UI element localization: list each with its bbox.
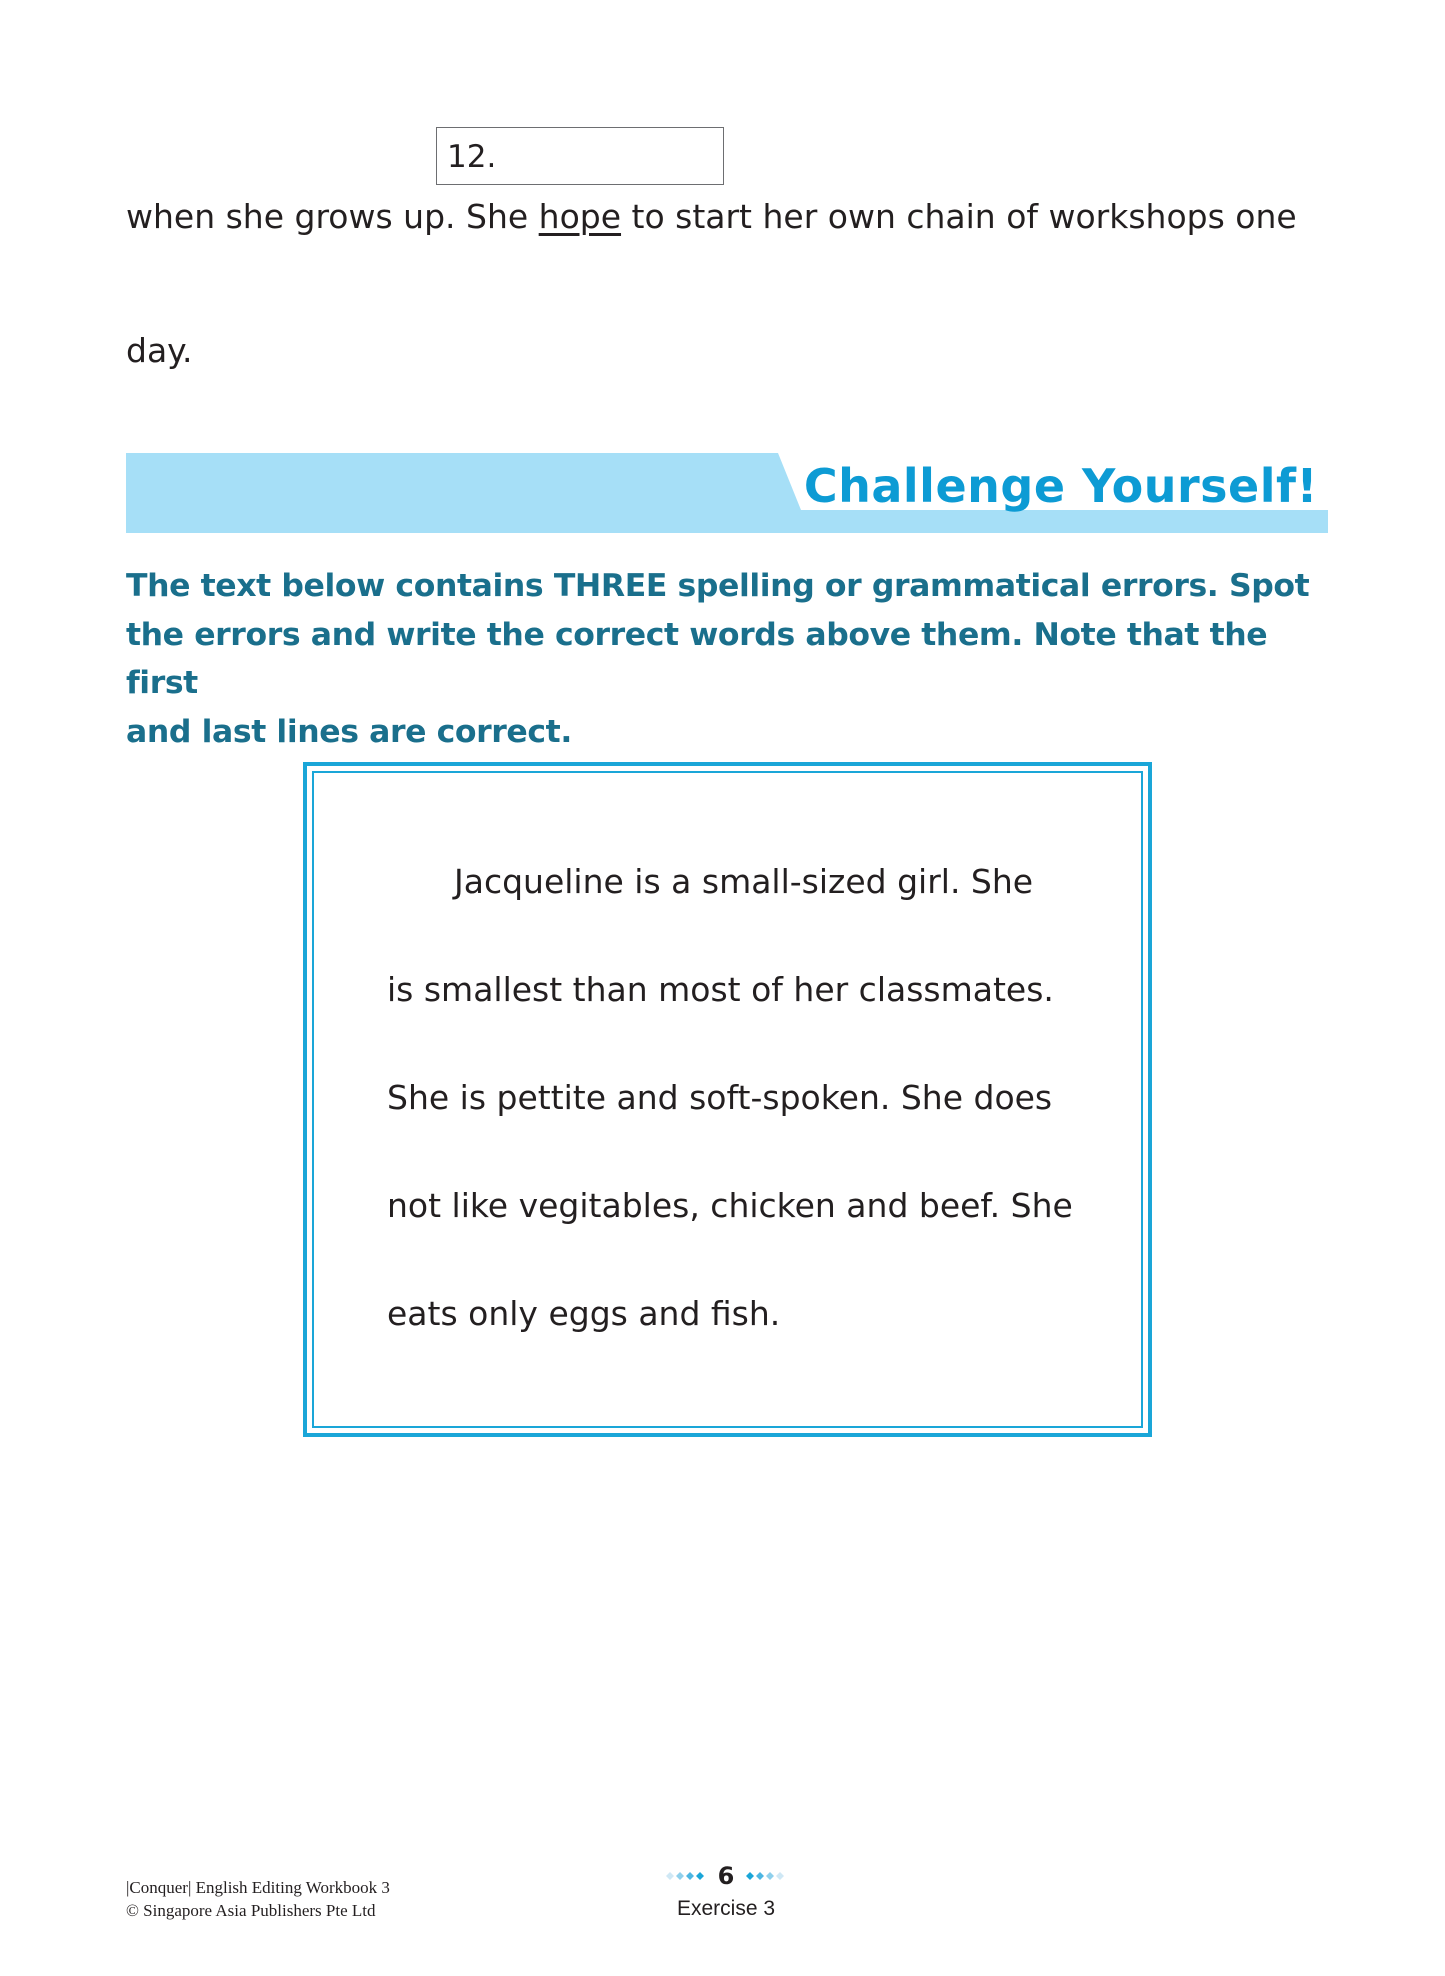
instruction-line-1: The text below contains THREE spelling or grammatical errors. Spot	[126, 568, 1310, 604]
challenge-banner	[126, 453, 1328, 533]
banner-title: Challenge Yourself!	[803, 459, 1318, 513]
footer-credits	[126, 1876, 390, 1922]
answer-box-12[interactable]	[436, 127, 724, 185]
passage-line-2: day.	[126, 331, 193, 370]
text-box-line-5: eats only eggs and fish.	[387, 1294, 781, 1333]
text-box-line-3: She is pettite and soft-spoken. She does	[387, 1078, 1053, 1117]
instruction-line-2: the errors and write the correct words above them. Note that the first	[126, 616, 1268, 701]
text-box-line-2: is smallest than most of her classmates.	[387, 970, 1054, 1009]
underlined-error-word: hope	[538, 197, 622, 236]
answer-box-label: 12.	[447, 139, 497, 175]
book-title: |Conquer| English Editing Workbook 3	[126, 1878, 390, 1897]
diamond-ornament-right-icon	[742, 1868, 788, 1884]
instructions	[126, 562, 1331, 756]
page-number-block	[660, 1859, 792, 1893]
text-box-line-4: not like vegitables, chicken and beef. She	[387, 1186, 1073, 1225]
passage-text-before: when she grows up. She	[126, 197, 539, 236]
exercise-label: Exercise 3	[676, 1897, 776, 1920]
page-number: 6	[717, 1862, 735, 1890]
instruction-line-3: and last lines are correct.	[126, 713, 572, 750]
text-box	[303, 762, 1152, 1437]
passage-line-1	[126, 197, 1297, 236]
diamond-ornament-left-icon	[662, 1868, 708, 1884]
text-box-line-1: Jacqueline is a small-sized girl. She	[454, 862, 1034, 901]
copyright: © Singapore Asia Publishers Pte Ltd	[126, 1901, 376, 1920]
passage-text-after: to start her own chain of workshops one	[621, 197, 1297, 236]
